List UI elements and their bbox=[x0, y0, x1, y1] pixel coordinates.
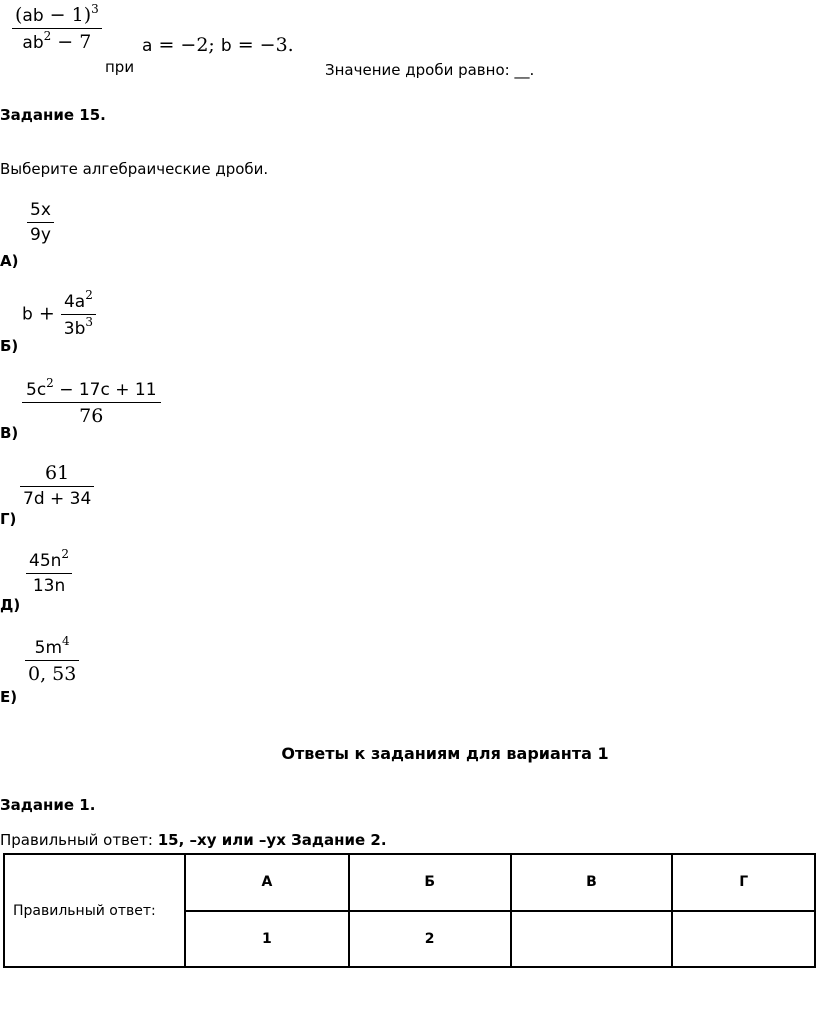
c-den: 76 bbox=[79, 405, 104, 427]
condition bbox=[142, 34, 294, 56]
d-den: 7d + 34 bbox=[23, 489, 92, 509]
cond-a-var: a bbox=[142, 36, 153, 56]
task15-instruction: Выберите алгебраические дроби. bbox=[0, 160, 269, 178]
b-pre: b bbox=[22, 304, 33, 325]
table-row bbox=[4, 854, 815, 911]
option-d-label: Г) bbox=[0, 510, 17, 528]
e-num: 45n bbox=[29, 551, 62, 571]
answer-prompt: Значение дроби равно: __. bbox=[325, 61, 535, 79]
answers-title: Ответы к заданиям для варианта 1 bbox=[281, 744, 609, 763]
table-row-label: Правильный ответ: bbox=[4, 854, 185, 967]
correct-answer-line bbox=[0, 831, 387, 849]
top-num-exp: 3 bbox=[91, 2, 99, 16]
correct-prefix: Правильный ответ: bbox=[0, 831, 158, 849]
answer-table bbox=[3, 853, 816, 968]
top-fraction: $\frac{(ab - 1)^3}{ab^2 - 7}$ bbox=[12, 4, 102, 53]
b-den-coef: 3b bbox=[63, 319, 86, 339]
option-a-expr bbox=[27, 200, 54, 245]
a-den: 9y bbox=[30, 225, 51, 245]
a-num: 5x bbox=[27, 200, 54, 223]
b-den-exp: 3 bbox=[85, 315, 94, 329]
c-num-exp: 2 bbox=[46, 376, 54, 390]
table-header-b: Б bbox=[349, 854, 511, 911]
option-b-expr bbox=[22, 290, 96, 339]
b-plus: + bbox=[32, 302, 61, 325]
table-header-a: А bbox=[185, 854, 349, 911]
option-e-expr bbox=[26, 549, 72, 596]
cond-b-var: b bbox=[220, 36, 232, 56]
e-num-exp: 2 bbox=[61, 547, 70, 561]
option-d-expr bbox=[20, 462, 94, 509]
table-value-v bbox=[511, 911, 673, 968]
option-e-label: Д) bbox=[0, 596, 21, 614]
f-den: 0, 53 bbox=[28, 663, 77, 685]
table-header-g: Г bbox=[672, 854, 815, 911]
cond-b-val: = −3. bbox=[231, 34, 294, 56]
top-den-rest: − 7 bbox=[51, 31, 92, 53]
b-num-exp: 2 bbox=[85, 288, 93, 302]
task15-heading: Задание 15. bbox=[0, 106, 106, 124]
task1-heading: Задание 1. bbox=[0, 796, 96, 814]
option-f-expr bbox=[25, 636, 79, 685]
d-num: 61 bbox=[20, 462, 94, 487]
option-c-expr bbox=[22, 378, 161, 427]
e-den: 13n bbox=[32, 576, 66, 596]
top-den-var: ab bbox=[22, 33, 44, 53]
table-value-b: 2 bbox=[349, 911, 511, 968]
option-f-label: Е) bbox=[0, 688, 18, 706]
table-value-g bbox=[672, 911, 815, 968]
c-num-1: 5c bbox=[26, 380, 47, 400]
option-c-label: В) bbox=[0, 424, 19, 442]
table-value-a: 1 bbox=[185, 911, 349, 968]
correct-value: 15, –xy или –yx Задание 2. bbox=[157, 831, 387, 849]
b-num-coef: 4a bbox=[63, 292, 86, 312]
pri-word: при bbox=[105, 58, 135, 76]
top-num-rest: − 1) bbox=[43, 4, 92, 26]
top-num-var: ab bbox=[22, 6, 44, 26]
c-num-2: − 17c + 11 bbox=[53, 380, 157, 400]
option-a-label: А) bbox=[0, 252, 19, 270]
f-num-exp: 4 bbox=[62, 634, 70, 648]
f-num: 5m bbox=[34, 638, 63, 658]
top-den-exp: 2 bbox=[43, 29, 52, 43]
cond-a-val: = −2; bbox=[152, 34, 221, 56]
table-header-v: В bbox=[511, 854, 673, 911]
option-b-label: Б) bbox=[0, 337, 19, 355]
